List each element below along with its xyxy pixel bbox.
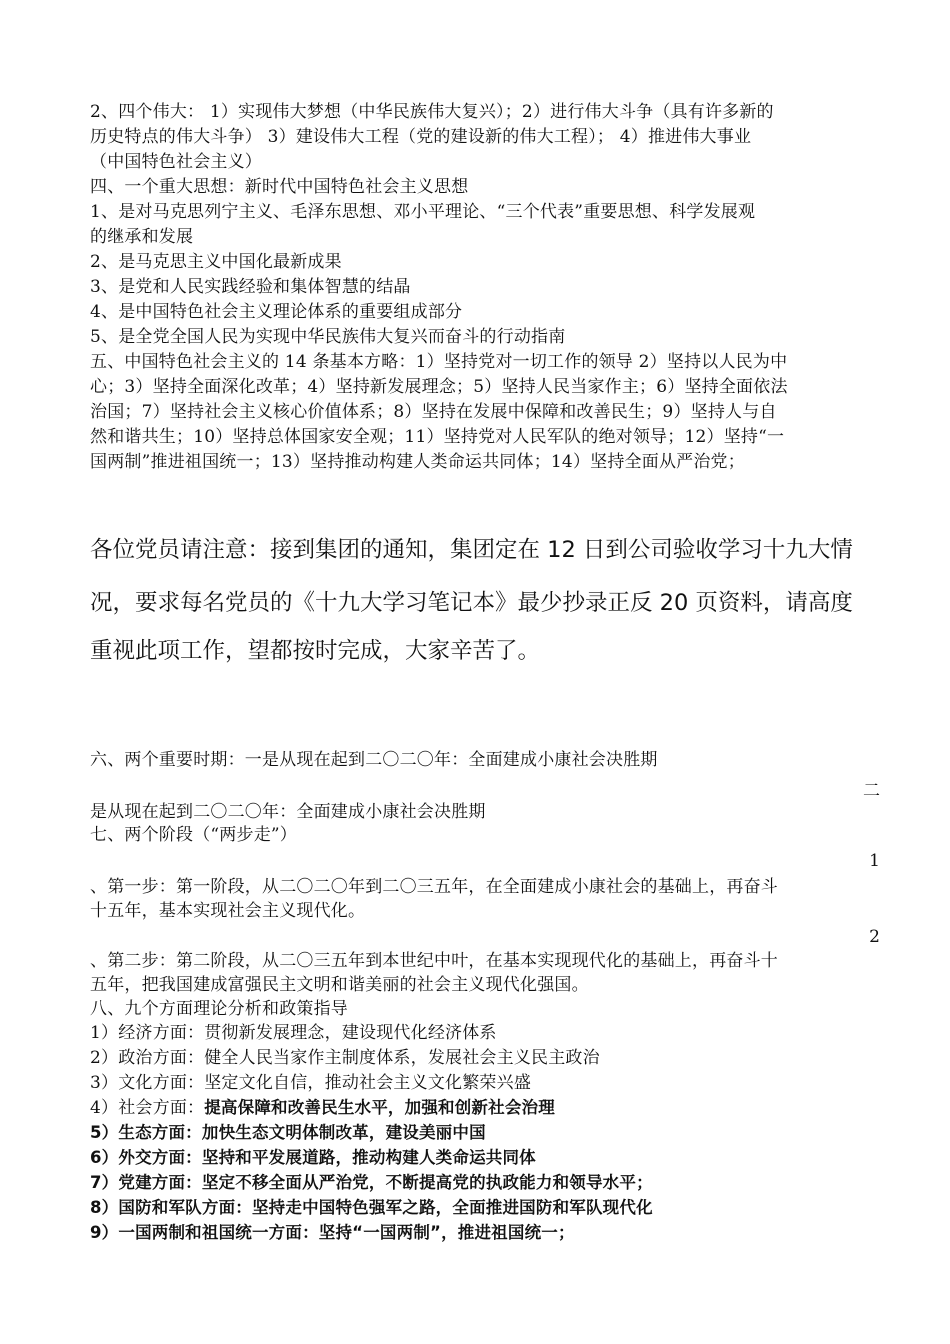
aspect-item: 1）经济方面：贯彻新发展理念，建设现代化经济体系 <box>90 1023 497 1043</box>
wrap-marker: 二 <box>863 781 880 801</box>
aspect-item-bold: 8）国防和军队方面：坚持走中国特色强军之路，全面推进国防和军队现代化 <box>90 1198 653 1217</box>
heading-eight: 八、九个方面理论分析和政策指导 <box>90 999 348 1019</box>
aspect-item-bold: 9）一国两制和祖国统一方面：坚持“一国两制”，推进祖国统一； <box>90 1223 575 1242</box>
text-line: 然和谐共生；10）坚持总体国家安全观；11）坚持党对人民军队的绝对领导；12）坚持“一 <box>90 427 785 447</box>
heading-seven: 七、两个阶段（“两步走”） <box>90 825 297 845</box>
text-line: 治国；7）坚持社会主义核心价值体系；8）坚持在发展中保障和改善民生；9）坚持人与自 <box>90 402 777 422</box>
notice-line: 重视此项工作，望都按时完成，大家辛苦了。 <box>90 638 541 664</box>
aspect-item <box>90 1097 555 1119</box>
text-line: 2、四个伟大： 1）实现伟大梦想（中华民族伟大复兴）；2）进行伟大斗争（具有许多新的 <box>90 102 774 122</box>
aspect-item-bold: 6）外交方面：坚持和平发展道路，推动构建人类命运共同体 <box>90 1148 536 1167</box>
text-line: 历史特点的伟大斗争） 3）建设伟大工程（党的建设新的伟大工程）； 4）推进伟大事业 <box>90 127 752 147</box>
aspect-item: 2）政治方面：健全人民当家作主制度体系，发展社会主义民主政治 <box>90 1048 600 1068</box>
heading-four: 四、一个重大思想：新时代中国特色社会主义思想 <box>90 177 469 197</box>
text-line: 五年，把我国建成富强民主文明和谐美丽的社会主义现代化强国。 <box>90 975 589 995</box>
text-line: （中国特色社会主义） <box>90 152 262 172</box>
text-line: 的继承和发展 <box>90 227 194 247</box>
text-line: 心；3）坚持全面深化改革；4）坚持新发展理念；5）坚持人民当家作主；6）坚持全面依法 <box>90 377 788 397</box>
heading-six: 六、两个重要时期：一是从现在起到二〇二〇年：全面建成小康社会决胜期 <box>90 750 658 770</box>
text-line: 2、是马克思主义中国化最新成果 <box>90 252 342 272</box>
heading-five: 五、中国特色社会主义的 14 条基本方略：1）坚持党对一切工作的领导 2）坚持以人民为中 <box>90 352 788 372</box>
text-line: 、第一步：第一阶段，从二〇二〇年到二〇三五年，在全面建成小康社会的基础上，再奋斗 <box>90 877 778 897</box>
text-line: 是从现在起到二〇二〇年：全面建成小康社会决胜期 <box>90 802 486 822</box>
aspect-item-bold: 5）生态方面：加快生态文明体制改革，建设美丽中国 <box>90 1123 486 1142</box>
aspect-item-bold: 7）党建方面：坚定不移全面从严治党，不断提高党的执政能力和领导水平； <box>90 1173 653 1192</box>
text-line: 5、是全党全国人民为实现中华民族伟大复兴而奋斗的行动指南 <box>90 327 566 347</box>
text-line: 、第二步：第二阶段，从二〇三五年到本世纪中叶，在基本实现现代化的基础上，再奋斗十 <box>90 951 778 971</box>
text-line: 国两制”推进祖国统一；13）坚持推动构建人类命运共同体；14）坚持全面从严治党； <box>90 452 745 472</box>
text-line: 3、是党和人民实践经验和集体智慧的结晶 <box>90 277 411 297</box>
wrap-marker: 1 <box>869 851 880 871</box>
notice-line: 况，要求每名党员的《十九大学习笔记本》最少抄录正反 20 页资料，请高度 <box>90 590 853 616</box>
text-line: 4、是中国特色社会主义理论体系的重要组成部分 <box>90 302 463 322</box>
aspect-item: 3）文化方面：坚定文化自信，推动社会主义文化繁荣兴盛 <box>90 1073 532 1093</box>
aspect-prefix: 4）社会方面： <box>90 1098 205 1118</box>
notice-line: 各位党员请注意：接到集团的通知，集团定在 12 日到公司验收学习十九大情 <box>90 537 853 563</box>
text-line: 十五年，基本实现社会主义现代化。 <box>90 901 366 921</box>
aspect-bold-text: 提高保障和改善民生水平，加强和创新社会治理 <box>204 1098 555 1117</box>
wrap-marker: 2 <box>869 927 880 947</box>
text-line: 1、是对马克思列宁主义、毛泽东思想、邓小平理论、“三个代表”重要思想、科学发展观 <box>90 202 756 222</box>
